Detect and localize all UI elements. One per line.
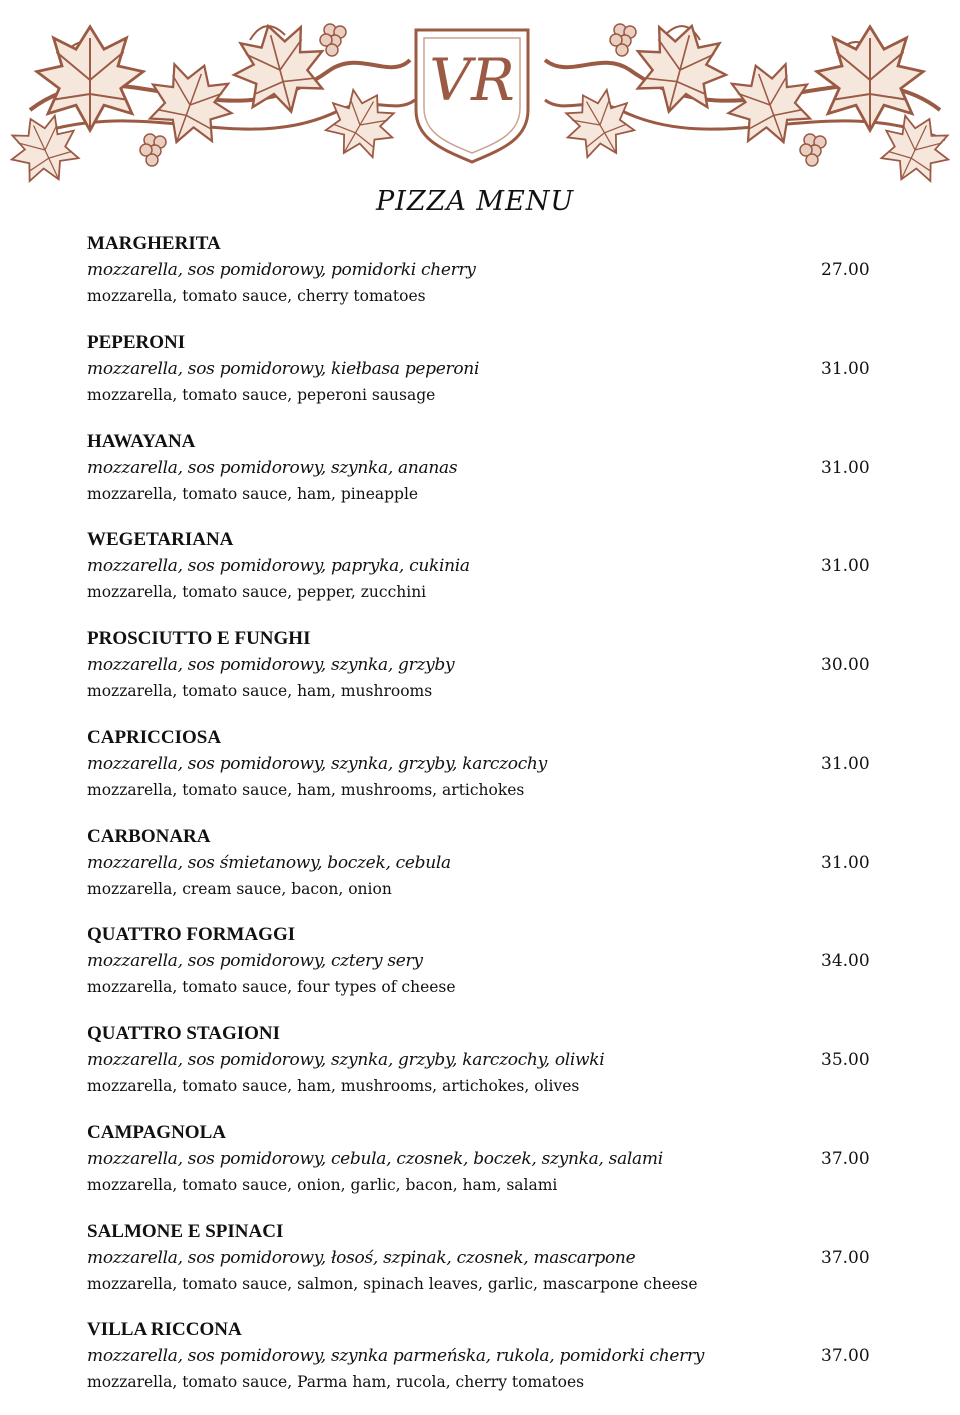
pizza-price: 34.00: [821, 951, 870, 972]
ingredients-polish: mozzarella, sos pomidorowy, cztery sery: [87, 951, 423, 972]
vine-ornament-banner: [0, 0, 960, 190]
ingredients-english: mozzarella, tomato sauce, four types of cheese: [87, 978, 456, 997]
ingredients-english: mozzarella, tomato sauce, ham, pineapple: [87, 484, 419, 503]
pizza-price: 31.00: [821, 457, 870, 478]
pizza-list: [87, 230, 877, 1415]
ingredients-polish: mozzarella, sos pomidorowy, papryka, cukinia: [87, 556, 470, 577]
menu-item: [87, 1119, 877, 1218]
ingredients-english: mozzarella, tomato sauce, ham, mushrooms: [87, 682, 433, 700]
pizza-price: 31.00: [821, 852, 870, 873]
menu-item: [87, 428, 877, 527]
pizza-name: PROSCIUTTO E FUNGHI: [87, 628, 311, 649]
pizza-price: 27.00: [821, 260, 870, 280]
ingredients-polish: mozzarella, sos pomidorowy, łosoś, szpinak, czosnek, mascarpone: [87, 1247, 636, 1268]
pizza-name: CAPRICCIOSA: [87, 726, 222, 748]
ingredients-polish: mozzarella, sos śmietanowy, boczek, cebula: [87, 852, 451, 873]
pizza-name: MARGHERITA: [87, 233, 221, 254]
ingredients-english: mozzarella, tomato sauce, salmon, spinach leaves, garlic, mascarpone cheese: [87, 1274, 698, 1293]
ingredients-polish: mozzarella, sos pomidorowy, szynka, ananas: [87, 457, 458, 478]
pizza-price: 31.00: [821, 358, 870, 379]
ingredients-english: mozzarella, tomato sauce, peperoni sausage: [87, 385, 436, 404]
pizza-name: CAMPAGNOLA: [87, 1121, 226, 1143]
header-banner: [0, 0, 960, 190]
pizza-price: 37.00: [821, 1148, 870, 1169]
pizza-price: 37.00: [821, 1346, 870, 1367]
menu-item: [87, 1316, 877, 1415]
menu-item: [87, 329, 877, 428]
ingredients-english: mozzarella, cream sauce, bacon, onion: [87, 879, 392, 898]
ingredients-polish: mozzarella, sos pomidorowy, szynka, grzyby, karczochy, oliwki: [87, 1050, 605, 1070]
ingredients-english: mozzarella, tomato sauce, ham, mushrooms, artichokes, olives: [87, 1077, 580, 1095]
pizza-name: QUATTRO FORMAGGI: [87, 924, 296, 946]
ingredients-english: mozzarella, tomato sauce, onion, garlic, bacon, ham, salami: [87, 1175, 558, 1194]
ingredients-polish: mozzarella, sos pomidorowy, szynka parmeńska, rukola, pomidorki cherry: [87, 1346, 705, 1367]
page-title: PIZZA MENU: [376, 186, 575, 217]
pizza-name: QUATTRO STAGIONI: [87, 1023, 281, 1044]
ingredients-english: mozzarella, tomato sauce, Parma ham, rucola, cherry tomatoes: [87, 1373, 585, 1392]
menu-item: [87, 526, 877, 625]
ingredients-polish: mozzarella, sos pomidorowy, szynka, grzyby: [87, 655, 455, 675]
menu-item: [87, 921, 877, 1020]
menu-item: [87, 1218, 877, 1317]
pizza-name: HAWAYANA: [87, 430, 196, 452]
pizza-name: PEPERONI: [87, 331, 186, 353]
logo-monogram: VR: [429, 46, 515, 114]
ingredients-polish: mozzarella, sos pomidorowy, pomidorki cherry: [87, 260, 476, 280]
pizza-name: WEGETARIANA: [87, 529, 234, 551]
pizza-price: 35.00: [821, 1050, 870, 1070]
ingredients-polish: mozzarella, sos pomidorowy, cebula, czosnek, boczek, szynka, salami: [87, 1148, 663, 1169]
menu-item: [87, 230, 877, 329]
ingredients-english: mozzarella, tomato sauce, ham, mushrooms, artichokes: [87, 780, 525, 799]
ingredients-english: mozzarella, tomato sauce, pepper, zucchini: [87, 583, 427, 602]
menu-item: [87, 1020, 877, 1119]
logo-shield-icon: [416, 30, 528, 162]
ingredients-english: mozzarella, tomato sauce, cherry tomatoes: [87, 287, 426, 305]
pizza-name: CARBONARA: [87, 825, 211, 847]
ingredients-polish: mozzarella, sos pomidorowy, szynka, grzyby, karczochy: [87, 753, 547, 774]
pizza-price: 37.00: [821, 1247, 870, 1268]
menu-item: [87, 625, 877, 724]
menu-item: [87, 823, 877, 922]
pizza-name: VILLA RICCONA: [87, 1319, 242, 1341]
pizza-price: 31.00: [821, 753, 870, 774]
pizza-price: 31.00: [821, 556, 870, 577]
pizza-price: 30.00: [821, 655, 870, 675]
pizza-name: SALMONE E SPINACI: [87, 1220, 284, 1242]
menu-item: [87, 724, 877, 823]
ingredients-polish: mozzarella, sos pomidorowy, kiełbasa peperoni: [87, 358, 480, 379]
